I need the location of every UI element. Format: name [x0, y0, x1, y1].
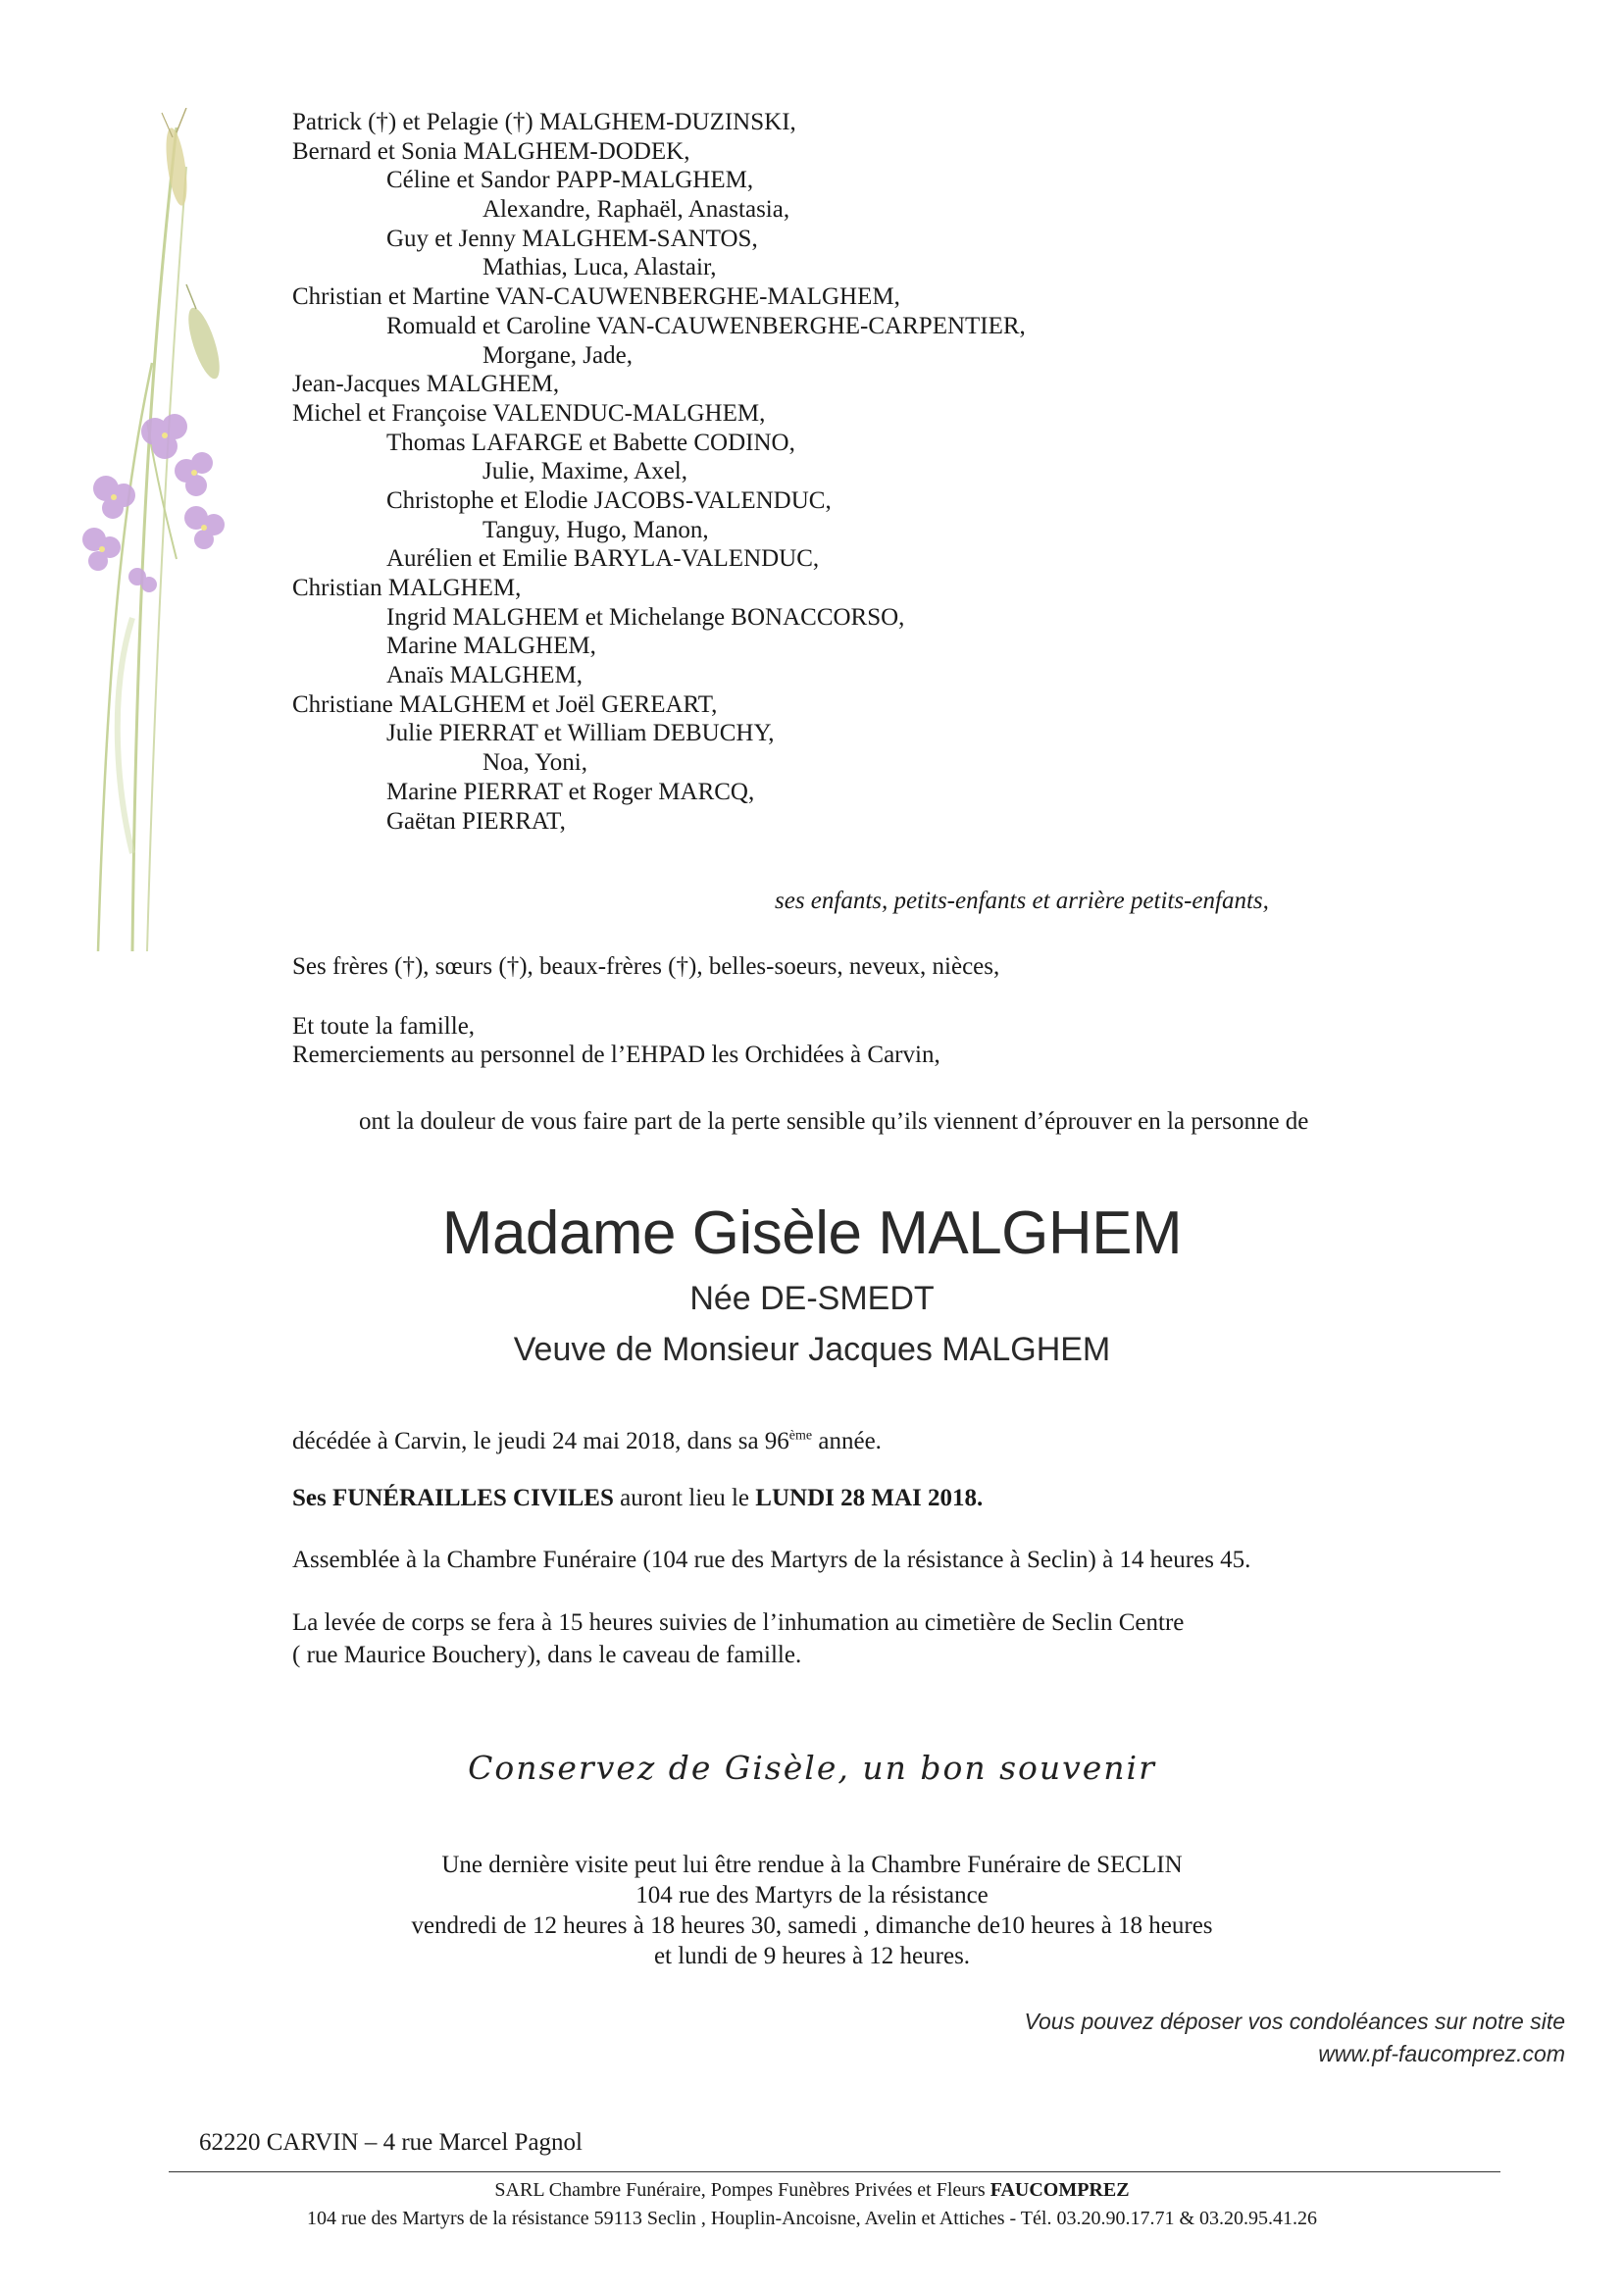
deceased-veuve: Veuve de Monsieur Jacques MALGHEM	[513, 1331, 1111, 1368]
violet-flowers-illustration	[39, 108, 226, 951]
family-line: Christophe et Elodie JACOBS-VALENDUC,	[386, 486, 832, 514]
fun-prefix: Ses	[292, 1485, 332, 1511]
souvenir-line: Conservez de Gisèle, un bon souvenir	[468, 1749, 1156, 1787]
deces-sup: ème	[788, 1428, 813, 1444]
condoleances-line: Vous pouvez déposer vos condoléances sur notre site	[1024, 2009, 1565, 2034]
deces-line	[292, 1428, 882, 1455]
website-link[interactable]: www.pf-faucomprez.com	[1318, 2041, 1565, 2066]
family-line: Michel et Françoise VALENDUC-MALGHEM,	[292, 399, 766, 427]
family-line: Jean-Jacques MALGHEM,	[292, 371, 560, 398]
freres-line: Ses frères (†), sœurs (†), beaux-frères (†), belles-soeurs, neveux, nièces,	[292, 953, 1000, 980]
family-line: Patrick (†) et Pelagie (†) MALGHEM-DUZINSKI,	[292, 109, 796, 135]
intro-line: ont la douleur de vous faire part de la perte sensible qu’ils viennent d’éprouver en la personne de	[359, 1108, 1309, 1135]
family-line: Christian et Martine VAN-CAUWENBERGHE-MALGHEM,	[292, 283, 900, 311]
fun-mid: auront lieu le	[613, 1485, 756, 1511]
levee-line-1: La levée de corps se fera à 15 heures suivies de l’inhumation au cimetière de Seclin Centre	[292, 1609, 1185, 1636]
visite-line: vendredi de 12 heures à 18 heures 30, samedi , dimanche de10 heures à 18 heures	[411, 1912, 1213, 1939]
footer-divider	[169, 2171, 1500, 2172]
family-line: Ingrid MALGHEM et Michelange BONACCORSO,	[386, 603, 905, 631]
family-line: Alexandre, Raphaël, Anastasia,	[482, 196, 790, 224]
deceased-name: Madame Gisèle MALGHEM	[441, 1199, 1183, 1267]
footer-line-2: 104 rue des Martyrs de la résistance 59113 Seclin , Houplin-Ancoisne, Avelin et Attiches - Tél. 03.20.90.17.71 & 03.20.95.41.26	[306, 2208, 1317, 2229]
family-line: Tanguy, Hugo, Manon,	[482, 516, 709, 543]
footer-brand: FAUCOMPREZ	[990, 2179, 1130, 2201]
funerailles-line	[292, 1485, 983, 1512]
violet-flower-icon	[82, 414, 225, 592]
family-line: Thomas LAFARGE et Babette CODINO,	[386, 429, 795, 456]
footer-line-1	[0, 2179, 1624, 2202]
wheat-ear-icon	[162, 108, 190, 207]
deceased-nee: Née DE-SMEDT	[689, 1280, 935, 1317]
fun-bold2: LUNDI 28 MAI 2018.	[755, 1485, 984, 1511]
family-line: Guy et Jenny MALGHEM-SANTOS,	[386, 225, 758, 252]
fun-bold1: FUNÉRAILLES CIVILES	[331, 1485, 614, 1511]
family-line: Bernard et Sonia MALGHEM-DODEK,	[292, 137, 690, 165]
visite-line: et lundi de 9 heures à 12 heures.	[653, 1943, 971, 1969]
family-line: Romuald et Caroline VAN-CAUWENBERGHE-CARPENTIER,	[386, 312, 1026, 339]
visite-block	[0, 1850, 1624, 1971]
deces-before: décédée à Carvin, le jeudi 24 mai 2018, dans sa 96	[292, 1428, 789, 1454]
levee-line-2: ( rue Maurice Bouchery), dans le caveau de famille.	[292, 1642, 802, 1668]
family-line: Anaïs MALGHEM,	[386, 662, 583, 689]
footer-company: SARL Chambre Funéraire, Pompes Funèbres Privées et Fleurs	[494, 2179, 990, 2201]
visite-line: Une dernière visite peut lui être rendue à la Chambre Funéraire de SECLIN	[441, 1852, 1183, 1878]
family-line: Christian MALGHEM,	[292, 575, 522, 601]
family-line: Gaëtan PIERRAT,	[386, 807, 566, 835]
visite-line: 104 rue des Martyrs de la résistance	[635, 1882, 989, 1909]
family-line: Marine PIERRAT et Roger MARCQ,	[386, 778, 755, 805]
assemblee-line: Assemblée à la Chambre Funéraire (104 rue des Martyrs de la résistance à Seclin) à 14 heures 45.	[292, 1547, 1251, 1573]
family-line: Christiane MALGHEM et Joël GEREART,	[292, 690, 718, 718]
family-list	[292, 108, 1469, 836]
condoleances-block	[1025, 2006, 1565, 2070]
family-line: Julie PIERRAT et William DEBUCHY,	[386, 720, 775, 747]
family-line: Mathias, Luca, Alastair,	[482, 254, 717, 281]
family-line: Céline et Sandor PAPP-MALGHEM,	[386, 167, 754, 194]
remerciements-line: Remerciements au personnel de l’EHPAD les Orchidées à Carvin,	[292, 1042, 940, 1068]
family-line: Marine MALGHEM,	[386, 633, 596, 660]
deces-after: année.	[812, 1428, 882, 1454]
family-line: Aurélien et Emilie BARYLA-VALENDUC,	[386, 545, 820, 573]
family-line: Morgane, Jade,	[482, 341, 633, 369]
enfants-line: ses enfants, petits-enfants et arrière petits-enfants,	[775, 888, 1269, 914]
family-line: Julie, Maxime, Axel,	[482, 458, 687, 485]
famille-line: Et toute la famille,	[292, 1013, 476, 1040]
wheat-ear-icon	[182, 284, 226, 382]
address-line: 62220 CARVIN – 4 rue Marcel Pagnol	[199, 2129, 583, 2156]
family-line: Noa, Yoni,	[482, 749, 587, 777]
